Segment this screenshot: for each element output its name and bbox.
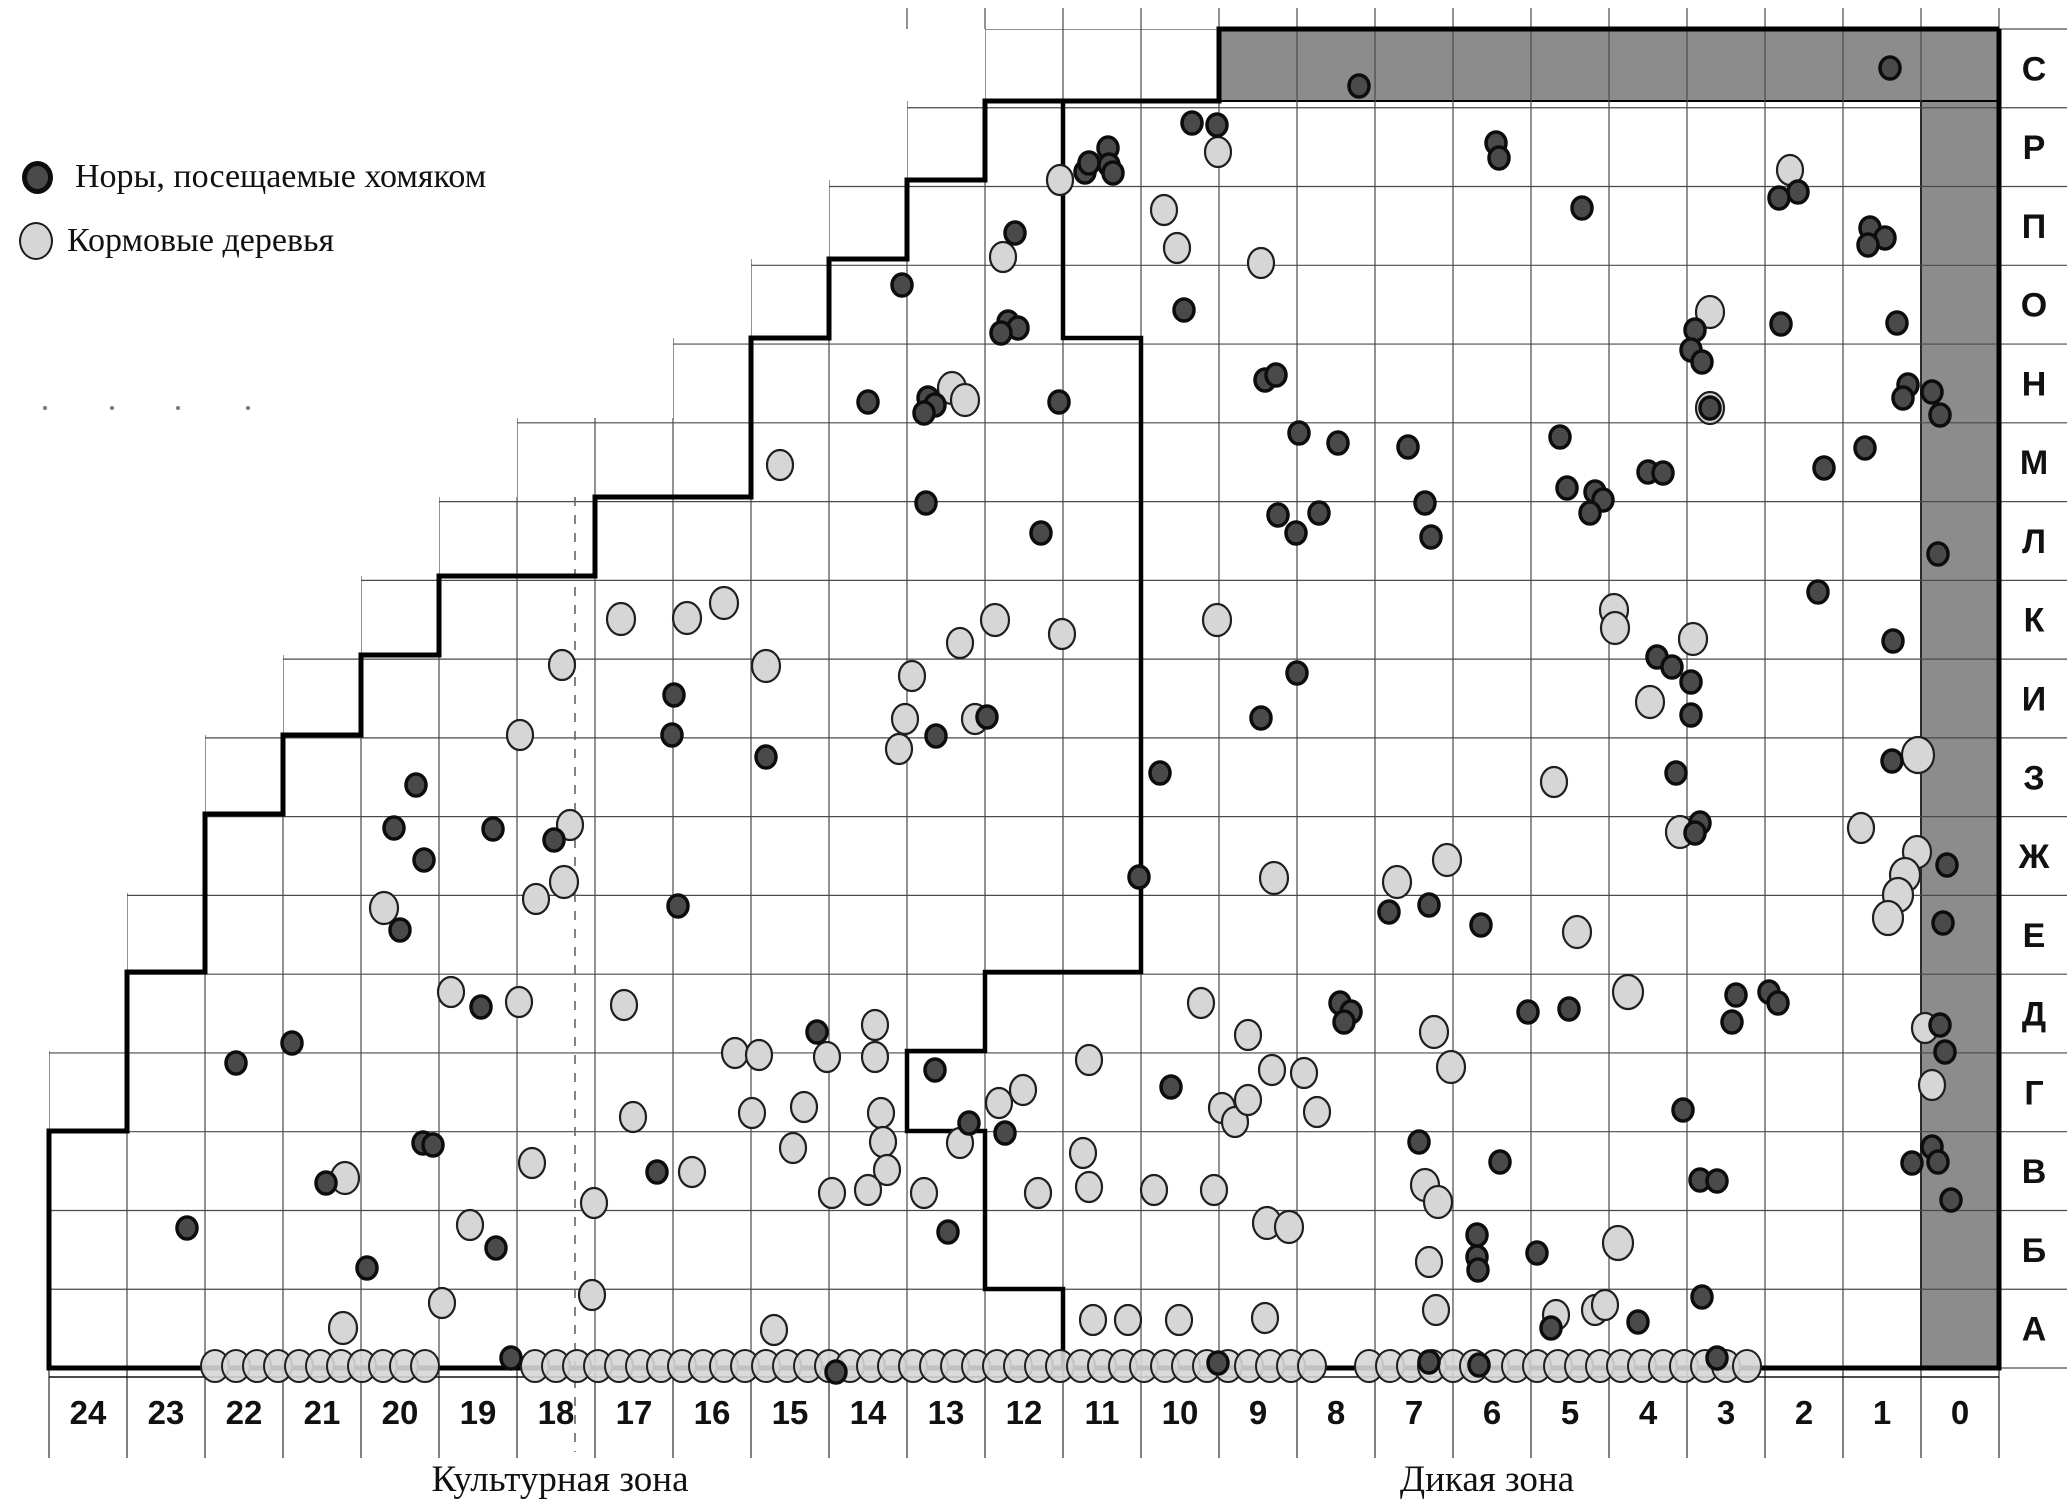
burrow-dot — [544, 829, 564, 851]
burrow-dot — [977, 706, 997, 728]
row-label: Д — [2021, 995, 2047, 1034]
burrow-dot — [1469, 1354, 1489, 1376]
tree-circle — [506, 987, 532, 1017]
burrow-dot — [1662, 656, 1682, 678]
burrow-dot — [1814, 457, 1834, 479]
burrow-dot — [1550, 426, 1570, 448]
burrow-dot — [1902, 1152, 1922, 1174]
burrow-dot — [1928, 543, 1948, 565]
tree-circle — [457, 1210, 483, 1240]
tree-circle — [579, 1280, 605, 1310]
burrow-dot — [1855, 437, 1875, 459]
tree-circle — [892, 704, 918, 734]
burrow-dot — [1930, 1014, 1950, 1036]
tree-circle — [780, 1133, 806, 1163]
burrow-dot — [1419, 894, 1439, 916]
tree-circle — [722, 1038, 748, 1068]
tree-circle — [911, 1178, 937, 1208]
tree-circle — [767, 450, 793, 480]
tree-circle — [507, 720, 533, 750]
tree-circle — [1201, 1175, 1227, 1205]
burrow-dot — [1722, 1011, 1742, 1033]
tree-circle — [1291, 1058, 1317, 1088]
tree-circle — [1188, 988, 1214, 1018]
row-label: П — [2021, 207, 2047, 246]
tree-circle — [1080, 1305, 1106, 1335]
burrow-dot — [668, 895, 688, 917]
burrow-dot — [1079, 152, 1099, 174]
tree-circle — [1115, 1305, 1141, 1335]
burrow-dot — [1557, 477, 1577, 499]
col-label: 13 — [927, 1394, 965, 1431]
tree-circle — [886, 734, 912, 764]
burrow-dot — [1421, 526, 1441, 548]
burrow-dot — [1409, 1131, 1429, 1153]
row-labels — [2018, 50, 2050, 1348]
tree-circle — [1049, 619, 1075, 649]
row-label: О — [2020, 286, 2048, 325]
burrow-dot — [1707, 1347, 1727, 1369]
burrow-dot — [1559, 998, 1579, 1020]
burrow-dot — [662, 724, 682, 746]
col-label: 6 — [1482, 1394, 1502, 1431]
burrow-dot — [1653, 462, 1673, 484]
col-label: 23 — [147, 1394, 185, 1431]
burrow-dot — [1005, 222, 1025, 244]
tree-circle — [814, 1042, 840, 1072]
tree-circle — [862, 1042, 888, 1072]
burrow-dot — [1174, 299, 1194, 321]
burrow-dot — [1692, 351, 1712, 373]
legend-item-burrows — [22, 158, 486, 196]
burrow-dot — [471, 996, 491, 1018]
zone-label-cultural: Культурная зона — [431, 1459, 689, 1500]
burrow-dot — [1692, 1286, 1712, 1308]
burrow-dot — [1471, 914, 1491, 936]
row-label: З — [2023, 759, 2045, 798]
burrow-dot — [1334, 1011, 1354, 1033]
burrow-dot — [1882, 750, 1902, 772]
burrow-dot — [1182, 112, 1202, 134]
bottom-tree-chain — [201, 1350, 1761, 1382]
burrow-dot — [1468, 1259, 1488, 1281]
col-label: 22 — [225, 1394, 263, 1431]
tree-circle — [1848, 813, 1874, 843]
tree-circle — [1252, 1303, 1278, 1333]
col-label: 20 — [381, 1394, 419, 1431]
col-label: 0 — [1950, 1394, 1970, 1431]
col-label: 15 — [771, 1394, 809, 1431]
burrow-dot — [423, 1134, 443, 1156]
burrow-dot — [501, 1347, 521, 1369]
burrow-dot — [959, 1112, 979, 1134]
legend-item-trees — [22, 222, 486, 260]
burrow-dot — [1930, 404, 1950, 426]
burrow-dot — [1518, 1001, 1538, 1023]
tree-circle — [1601, 612, 1629, 644]
tree-circle — [870, 1127, 896, 1157]
col-label: 5 — [1560, 1394, 1580, 1431]
tree-circle — [1203, 604, 1231, 636]
tree-circle — [1416, 1247, 1442, 1277]
burrow-dot — [1681, 704, 1701, 726]
burrow-dot — [1150, 762, 1170, 784]
burrow-dot — [486, 1237, 506, 1259]
burrow-dot — [1251, 707, 1271, 729]
burrow-dot — [1933, 912, 1953, 934]
burrow-dot — [1541, 1317, 1561, 1339]
tree-circle — [523, 884, 549, 914]
burrow-dot — [858, 391, 878, 413]
row-label: М — [2019, 444, 2049, 483]
tree-circle — [1166, 1305, 1192, 1335]
tree-icon — [19, 222, 53, 260]
burrow-dot — [357, 1257, 377, 1279]
legend — [22, 158, 486, 286]
tree-circle — [329, 1312, 357, 1344]
row-label: Н — [2021, 365, 2047, 404]
burrow-dot — [226, 1052, 246, 1074]
zone-label-wild: Дикая зона — [1399, 1459, 1575, 1500]
tree-circle — [1733, 1350, 1761, 1382]
legend-burrows-label: Норы, посещаемые хомяком — [75, 158, 487, 195]
burrow-dot — [1287, 662, 1307, 684]
tree-circle — [990, 242, 1016, 272]
row-label: Г — [2024, 1074, 2044, 1113]
col-label: 1 — [1872, 1394, 1892, 1431]
burrow-dot — [1788, 181, 1808, 203]
tree-circle — [1423, 1295, 1449, 1325]
artifact-dot — [43, 406, 47, 410]
tree-circle — [986, 1088, 1012, 1118]
burrow-dot — [1207, 114, 1227, 136]
tree-circle — [951, 384, 979, 416]
tree-circle — [1541, 767, 1567, 797]
tree-circle — [549, 650, 575, 680]
burrow-dot — [1858, 234, 1878, 256]
col-label: 19 — [459, 1394, 497, 1431]
burrow-dot — [384, 817, 404, 839]
tree-circle — [1298, 1350, 1326, 1382]
tree-circle — [1603, 1226, 1633, 1260]
tree-circle — [761, 1315, 787, 1345]
col-label: 14 — [849, 1394, 887, 1431]
burrow-dot — [926, 725, 946, 747]
burrow-dot — [1572, 197, 1592, 219]
tree-circle — [791, 1092, 817, 1122]
burrow-icon — [22, 161, 53, 194]
col-label: 10 — [1161, 1394, 1199, 1431]
burrow-dot — [1769, 187, 1789, 209]
burrow-dot — [1208, 1352, 1228, 1374]
burrow-dot — [1928, 1151, 1948, 1173]
burrow-dot — [914, 402, 934, 424]
right-column-0 — [1921, 101, 1999, 1368]
col-label: 3 — [1716, 1394, 1736, 1431]
tree-circle — [947, 628, 973, 658]
tree-circle — [1235, 1085, 1261, 1115]
col-label: 9 — [1248, 1394, 1268, 1431]
burrow-dot — [1935, 1041, 1955, 1063]
tree-circle — [1025, 1178, 1051, 1208]
burrow-dot — [1726, 984, 1746, 1006]
burrow-dot — [1286, 522, 1306, 544]
col-label: 21 — [303, 1394, 341, 1431]
burrow-dot — [991, 322, 1011, 344]
tree-circle — [746, 1040, 772, 1070]
tree-circle — [1047, 165, 1073, 195]
tree-circle — [1259, 1055, 1285, 1085]
tree-circle — [1592, 1290, 1618, 1320]
row-label: В — [2021, 1153, 2047, 1192]
row-label: А — [2021, 1310, 2047, 1349]
tree-circle — [581, 1188, 607, 1218]
burrow-dot — [1681, 671, 1701, 693]
burrow-dot — [938, 1221, 958, 1243]
tree-circle — [429, 1288, 455, 1318]
tree-circle — [1205, 137, 1231, 167]
burrow-dot — [925, 1059, 945, 1081]
burrow-dot — [1768, 992, 1788, 1014]
burrow-dot — [756, 746, 776, 768]
tree-circle — [550, 866, 578, 898]
burrow-dot — [1328, 432, 1348, 454]
burrow-dot — [1887, 312, 1907, 334]
burrow-dot — [177, 1217, 197, 1239]
burrow-dot — [1808, 581, 1828, 603]
tree-circle — [1076, 1045, 1102, 1075]
tree-circle — [1260, 862, 1288, 894]
tree-circle — [1141, 1175, 1167, 1205]
tree-circle — [1433, 844, 1461, 876]
tree-circle — [1010, 1075, 1036, 1105]
artifact-dot — [176, 406, 180, 410]
burrow-dot — [1419, 1351, 1439, 1373]
tree-circle — [1424, 1186, 1452, 1218]
col-label: 4 — [1638, 1394, 1658, 1431]
burrow-dot — [1415, 492, 1435, 514]
col-label: 16 — [693, 1394, 731, 1431]
burrow-dot — [1398, 436, 1418, 458]
col-label: 17 — [615, 1394, 653, 1431]
row-label: С — [2021, 50, 2047, 89]
burrow-dot — [390, 919, 410, 941]
col-label: 24 — [69, 1394, 107, 1431]
burrow-dot — [1161, 1076, 1181, 1098]
tree-circle — [1151, 195, 1177, 225]
burrow-dot — [1309, 502, 1329, 524]
burrow-dot — [1268, 504, 1288, 526]
burrow-dot — [1580, 502, 1600, 524]
burrow-dot — [807, 1021, 827, 1043]
burrow-dot — [1289, 422, 1309, 444]
tree-circle — [1248, 248, 1274, 278]
tree-circle — [819, 1178, 845, 1208]
burrow-dot — [316, 1172, 336, 1194]
burrow-dot — [1880, 57, 1900, 79]
burrow-dot — [414, 849, 434, 871]
burrow-dot — [406, 774, 426, 796]
burrow-dot — [1467, 1224, 1487, 1246]
burrow-dot — [1527, 1242, 1547, 1264]
col-label: 12 — [1005, 1394, 1043, 1431]
burrow-dot — [1941, 1189, 1961, 1211]
tree-circle — [739, 1098, 765, 1128]
tree-circle — [862, 1010, 888, 1040]
tree-circle — [438, 977, 464, 1007]
burrow-dot — [1490, 1151, 1510, 1173]
tree-circle — [411, 1350, 439, 1382]
burrow-dot — [1922, 381, 1942, 403]
tree-circle — [710, 587, 738, 619]
col-label: 2 — [1794, 1394, 1814, 1431]
tree-circle — [1613, 975, 1643, 1009]
tree-circle — [1902, 737, 1934, 773]
tree-circle — [1164, 233, 1190, 263]
row-label: И — [2021, 680, 2047, 719]
burrow-dot — [282, 1032, 302, 1054]
tree-circle — [1420, 1016, 1448, 1048]
tree-circle — [1304, 1097, 1330, 1127]
row-label: Е — [2022, 916, 2046, 955]
tree-circle — [981, 604, 1009, 636]
row-label: Р — [2022, 129, 2046, 168]
burrow-dot — [1673, 1099, 1693, 1121]
burrow-dot — [916, 492, 936, 514]
burrow-dot — [826, 1361, 846, 1383]
row-label: Б — [2021, 1231, 2047, 1270]
tree-circle — [607, 603, 635, 635]
burrow-dot — [1937, 854, 1957, 876]
tree-circle — [1636, 686, 1664, 718]
tree-circle — [752, 650, 780, 682]
tree-circle — [868, 1098, 894, 1128]
tree-circle — [673, 602, 701, 634]
col-label: 7 — [1404, 1394, 1424, 1431]
row-label: К — [2023, 601, 2045, 640]
burrow-dot — [664, 684, 684, 706]
tree-circle — [519, 1148, 545, 1178]
tree-circle — [1563, 916, 1591, 948]
tree-circle — [1076, 1172, 1102, 1202]
burrow-dot — [1707, 1170, 1727, 1192]
artifact-dot — [110, 406, 114, 410]
tree-circle — [679, 1157, 705, 1187]
row-label: Л — [2022, 522, 2046, 561]
burrow-dot — [1685, 822, 1705, 844]
burrow-dot — [1129, 866, 1149, 888]
burrow-dot — [995, 1122, 1015, 1144]
burrow-dot — [1700, 397, 1720, 419]
tree-circle — [611, 990, 637, 1020]
burrow-dot — [1049, 391, 1069, 413]
col-label: 18 — [537, 1394, 575, 1431]
burrow-dot — [1771, 313, 1791, 335]
burrow-dot — [1031, 522, 1051, 544]
tree-circle — [1919, 1070, 1945, 1100]
burrow-dot — [1666, 762, 1686, 784]
col-label: 8 — [1326, 1394, 1346, 1431]
tree-circle — [1679, 623, 1707, 655]
tree-circle — [1275, 1211, 1303, 1243]
burrow-dot — [892, 274, 912, 296]
tree-circle — [855, 1175, 881, 1205]
legend-trees-label: Кормовые деревья — [67, 222, 335, 259]
tree-circle — [1873, 901, 1903, 935]
burrow-dot — [1379, 901, 1399, 923]
burrow-dot — [647, 1161, 667, 1183]
burrow-dot — [1103, 162, 1123, 184]
burrow-dot — [1349, 75, 1369, 97]
tree-circle — [1070, 1138, 1096, 1168]
tree-circle — [620, 1102, 646, 1132]
tree-circle — [1437, 1051, 1465, 1083]
burrow-dot — [483, 818, 503, 840]
burrow-dot — [1883, 630, 1903, 652]
artifact-dot — [246, 406, 250, 410]
row-label: Ж — [2018, 838, 2050, 877]
burrow-dot — [1893, 387, 1913, 409]
burrow-dot — [1266, 364, 1286, 386]
col-label: 11 — [1084, 1394, 1120, 1431]
burrow-dot — [1489, 147, 1509, 169]
burrow-dot — [1628, 1311, 1648, 1333]
tree-circle — [1383, 866, 1411, 898]
tree-circle — [899, 661, 925, 691]
tree-circle — [1235, 1020, 1261, 1050]
